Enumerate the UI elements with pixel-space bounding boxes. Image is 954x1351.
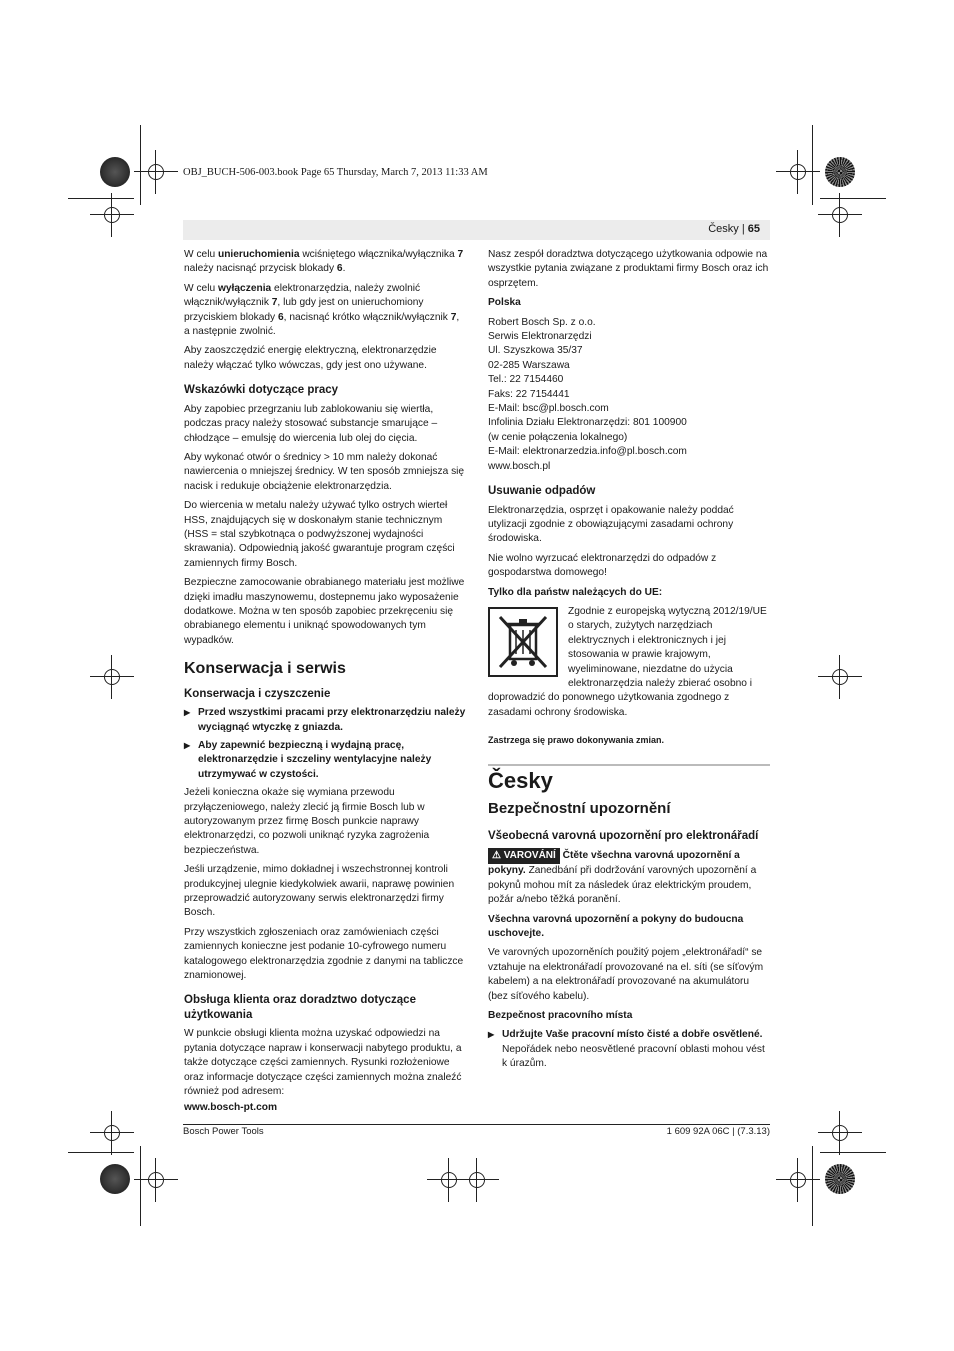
paragraph: Zgodnie z europejską wytyczną 2012/19/UE o starych, zużytych narzędziach elektrycznych i elektronicznych i jej stosowania w prawie krajowym, wyeliminowane, niezdatne do użycia elektronarzędzia należy zbierać osobno i doprowadzić do ponownego użytkowania zgodnego z zasadami ochrony środowiska.: [488, 606, 767, 718]
right-column: [488, 248, 770, 1076]
paragraph: Aby wykonać otwór o średnicy > 10 mm należy dokonać nawiercenia o mniejszej średnicy. W ten sposób zmniejsza się nacisk i redukuje obciążenie elektronarzędzia.: [184, 451, 465, 492]
paragraph: Ve varovných upozorněních použitý pojem „elektronářadí“ se vztahuje na elektronářadí provozované na el. síti (se síťovým kabelem) a na elektronářadí provozované na akumulátoru (bez síťového kabelu).: [488, 947, 764, 1002]
registration-mark: [100, 203, 124, 227]
bullet-arrow-icon: ▶: [488, 1030, 495, 1040]
crop-mark: [812, 125, 813, 205]
paragraph: Przy wszystkich zgłoszeniach oraz zamówieniach części zamiennych konieczne jest podanie 10-cyfrowego numeru katalogowego elektronarzędzia zgodnie z danymi na tabliczce znamionowej.: [184, 926, 464, 982]
crop-mark: [140, 125, 141, 205]
footer-rule: [183, 1124, 770, 1125]
heading-customer-service: Obsługa klienta oraz doradztwo dotyczące użytkowania: [184, 994, 416, 1021]
crop-mark: [68, 198, 134, 199]
registration-mark: [828, 665, 852, 689]
color-rosette: [825, 157, 855, 187]
paragraph: Jeśli urządzenie, mimo dokładnej i wszechstronnej kontroli produkcyjnej ulegnie kiedykolwiek awarii, naprawę powinien przeprowadzić autoryzowany serwis elektronarzędzi firmy Bosch.: [184, 864, 455, 919]
heading-maintenance-cleaning: Konserwacja i czyszczenie: [184, 687, 331, 700]
page-number: 65: [747, 223, 760, 235]
weee-block: [488, 605, 770, 725]
address-line: Ul. Szyszkowa 35/37: [488, 345, 583, 357]
heading-disposal: Usuwanie odpadów: [488, 485, 596, 498]
left-column: [184, 248, 466, 1120]
printer-slug: OBJ_BUCH-506-003.book Page 65 Thursday, March 7, 2013 11:33 AM: [183, 167, 488, 178]
address-line: (w cenie połączenia lokalnego): [488, 431, 628, 443]
header-language: Česky: [708, 223, 739, 235]
crop-mark: [68, 1152, 134, 1153]
registration-mark: [144, 1168, 168, 1192]
bullet-item: ▶ Aby zapewnić bezpieczną i wydajną pracę, elektronarzędzie i szczeliny wentylacyjne należy utrzymywać w czystości.: [184, 739, 466, 782]
crossed-out-bin-icon: [488, 607, 558, 677]
bullet-item: ▶ Udržujte Vaše pracovní místo čisté a dobře osvětlené. Nepořádek nebo neosvětlené pracovní oblasti mohou vést k úrazům.: [488, 1028, 770, 1071]
email-link[interactable]: E-Mail: bsc@pl.bosch.com: [488, 403, 609, 415]
registration-mark: [437, 1168, 461, 1192]
heading-czech: Česky: [488, 767, 553, 793]
registration-mark: [100, 665, 124, 689]
crop-mark: [140, 1146, 141, 1226]
color-rosette: [100, 157, 130, 187]
footer-doc-number: 1 609 92A 06C | (7.3.13): [666, 1126, 770, 1137]
paragraph: W punkcie obsługi klienta można uzyskać odpowiedzi na pytania dotyczące napraw i konserwacji nabytego produktu, a także dotyczące części zamiennych. Rysunki rozłożeniowe oraz informacje dotyczące części zamiennych można znaleźć również pod adresem:: [184, 1028, 462, 1098]
website-link[interactable]: www.bosch-pt.com: [184, 1101, 278, 1113]
paragraph: Do wiercenia w metalu należy używać tylko ostrych wierteł HSS, znajdujących się w doskonałym stanie technicznym (HSS = stal szybkotnąca o podwyższonej wydajności skrawania). Odpowiednią jakość gwarantuje program części zamiennych firmy Bosch.: [184, 500, 455, 569]
registration-mark: [828, 203, 852, 227]
bullet-arrow-icon: ▶: [184, 708, 191, 718]
address-block: [488, 316, 770, 474]
heading-eu-only: Tylko dla państw należących do UE:: [488, 586, 663, 598]
color-rosette: [100, 1164, 130, 1194]
heading-general-warnings: Všeobecná varovná upozornění pro elektronářadí: [488, 829, 759, 842]
section-divider: [488, 764, 770, 766]
paragraph: Nie wolno wyrzucać elektronarzędzi do odpadów z gospodarstwa domowego!: [488, 552, 717, 579]
address-line: Tel.: 22 7154460: [488, 374, 564, 386]
address-line: Serwis Elektronarzędzi: [488, 331, 592, 343]
address-line: Infolinia Działu Elektronarzędzi: 801 100900: [488, 417, 687, 429]
address-line: Robert Bosch Sp. z o.o.: [488, 316, 596, 328]
paragraph: W celu wyłączenia elektronarzędzia, należy zwolnić włącznik/wyłącznik 7, lub gdy jest on unieruchomiony przyciskiem blokady 6, nacisnąć krótko włącznik/wyłącznik 7, a następnie zwolnić.: [184, 282, 460, 338]
address-line: 02-285 Warszawa: [488, 359, 570, 371]
footer-brand: Bosch Power Tools: [183, 1126, 264, 1137]
paragraph: Nasz zespół doradztwa dotyczącego użytkowania odpowie na wszystkie pytania związane z produktami firmy Bosch oraz ich osprzętem.: [488, 249, 769, 289]
registration-mark: [465, 1168, 489, 1192]
email-link[interactable]: E-Mail: elektronarzedzia.info@pl.bosch.com: [488, 446, 687, 458]
paragraph: Aby zapobiec przegrzaniu lub zablokowaniu się wiertła, podczas pracy należy stosować substancje smarujące – chłodzące – emulsję do wiercenia lub olej do cięcia.: [184, 403, 438, 444]
registration-mark: [144, 160, 168, 184]
heading-poland: Polska: [488, 297, 521, 309]
registration-mark: [786, 1168, 810, 1192]
heading-workplace-safety: Bezpečnost pracovního místa: [488, 1010, 633, 1022]
header-separator: |: [741, 223, 745, 235]
registration-mark: [828, 1121, 852, 1145]
paragraph: W celu unieruchomienia wciśniętego włącznika/wyłącznika 7 należy nacisnąć przycisk blokady 6.: [184, 249, 464, 275]
crop-mark: [820, 198, 886, 199]
header-text: [708, 223, 760, 235]
paragraph: Elektronarzędzia, osprzęt i opakowanie należy poddać utylizacji zgodnie z obowiązującymi zasadami ochrony środowiska.: [488, 504, 734, 545]
paragraph: Jeżeli konieczna okaże się wymiana przewodu przyłączeniowego, należy zlecić ją firmie Bosch lub w autoryzowanym przez firmę Bosch punkcie naprawy elektronarzędzi, co pozwoli uniknąć ryzyka zagrożenia bezpieczeństwa.: [184, 787, 430, 856]
warning-badge: ⚠ VAROVÁNÍ: [488, 848, 560, 864]
warning-paragraph: ⚠ VAROVÁNÍ Čtěte všechna varovná upozornění a pokyny. Zanedbání při dodržování varovných upozornění a pokynů mohou mít za následek úraz elektrickým proudem, požár a/nebo těžká poranění.: [488, 850, 757, 906]
heading-safety: Bezpečnostní upozornění: [488, 800, 671, 818]
running-header: [183, 220, 770, 240]
heading-maintenance-service: Konserwacja i serwis: [184, 660, 346, 678]
bullet-item: ▶ Przed wszystkimi pracami przy elektronarzędziu należy wyciągnąć wtyczkę z gniazda.: [184, 706, 466, 735]
registration-mark: [786, 160, 810, 184]
heading-work-tips: Wskazówki dotyczące pracy: [184, 384, 339, 397]
crop-mark: [812, 1146, 813, 1226]
website-link[interactable]: www.bosch.pl: [488, 460, 551, 472]
paragraph: Aby zaoszczędzić energię elektryczną, elektronarzędzie należy włączać tylko wówczas, gdy jest ono używane.: [184, 345, 437, 371]
address-line: Faks: 22 7154441: [488, 388, 570, 400]
registration-mark: [100, 1121, 124, 1145]
color-rosette: [825, 1164, 855, 1194]
paragraph: Bezpieczne zamocowanie obrabianego materiału jest możliwe dzięki imadłu maszynowemu, dostepnemu jako wyposażenie dodatkowe. Można w ten sposób zapobiec przekręceniu się obrabianego elementu i uniknąć spowodowanych tym wypadków.: [184, 577, 465, 646]
bullet-arrow-icon: ▶: [184, 740, 191, 750]
keep-instructions: Všechna varovná upozornění a pokyny do budoucna uschovejte.: [488, 913, 744, 940]
crop-mark: [820, 1152, 886, 1153]
reservation-note: Zastrzega się prawo dokonywania zmian.: [488, 735, 665, 746]
